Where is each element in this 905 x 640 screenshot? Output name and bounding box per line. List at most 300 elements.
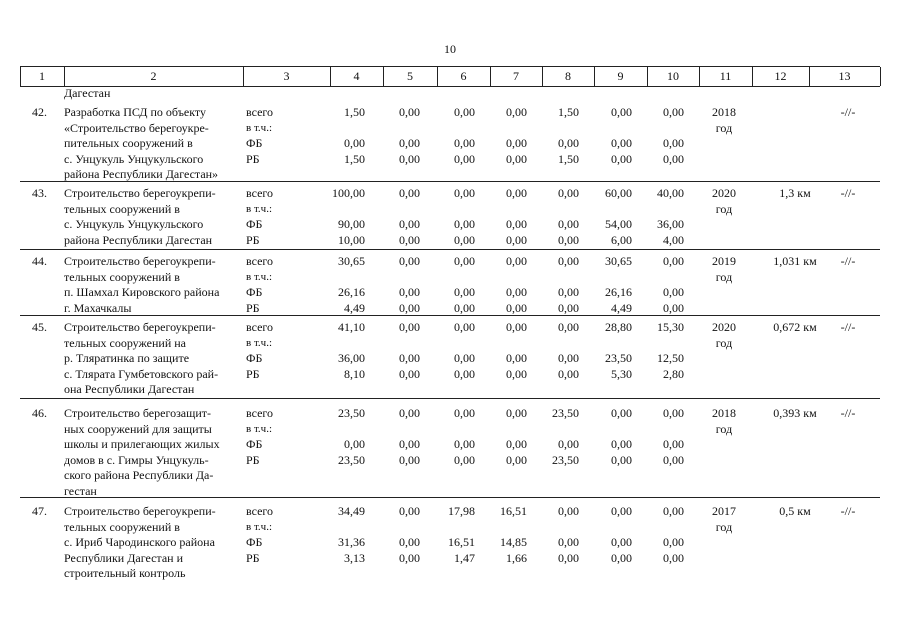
object-name-line: ных сооружений для защиты (64, 421, 212, 436)
funding-source-label: ФБ (246, 351, 263, 365)
amount-column-7 (500, 504, 527, 566)
amount-value: 0,00 (454, 351, 475, 365)
funding-source-label: ФБ (246, 136, 263, 150)
object-name-line: с. Унцукуль Унцукульского (64, 217, 204, 231)
row-separator (20, 249, 880, 250)
funding-source-label: в т.ч.: (246, 422, 273, 435)
amount-column-8 (558, 504, 579, 566)
ditto-mark: -//- (840, 504, 856, 518)
amount-value: 0,00 (344, 437, 365, 451)
amount-value: 0,00 (454, 320, 475, 334)
header-divider (752, 67, 753, 86)
amount-value: 0,00 (454, 232, 475, 247)
commissioning-year (702, 186, 746, 217)
amount-value (332, 202, 365, 218)
amount-value (611, 121, 632, 137)
amount-value: 0,00 (663, 437, 684, 451)
amount-column-8 (558, 105, 579, 167)
amount-value: 0,00 (399, 535, 420, 549)
object-name-line: школы и прилегающих жилых (64, 437, 220, 451)
amount-value: 0,00 (506, 437, 527, 451)
column-header-11: 11 (719, 69, 732, 83)
amount-value (454, 121, 475, 137)
row-number: 47. (32, 504, 47, 518)
header-divider (809, 67, 810, 86)
year-unit: год (715, 421, 733, 436)
amount-value: 0,00 (506, 285, 527, 299)
amount-value: 16,51 (500, 504, 527, 518)
amount-value (558, 202, 579, 218)
amount-value: 0,00 (506, 186, 527, 200)
row-number: 43. (32, 186, 47, 200)
year-unit: год (715, 201, 733, 216)
amount-value: 15,30 (657, 320, 684, 334)
year-unit: год (715, 120, 733, 135)
amount-value: 0,00 (663, 406, 684, 420)
protection-length: 0,672 км (773, 320, 817, 334)
amount-value: 0,00 (454, 186, 475, 200)
amount-value: 1,50 (558, 151, 579, 166)
amount-column-5 (399, 186, 420, 248)
amount-value: 0,00 (663, 504, 684, 518)
amount-value (657, 202, 684, 218)
object-name-line: тельных сооружений в (64, 269, 180, 284)
amount-value (558, 520, 579, 536)
amount-value (454, 336, 475, 352)
amount-value: 23,50 (552, 452, 579, 467)
amount-value: 0,00 (611, 105, 632, 119)
object-name-line: Разработка ПСД по объекту (64, 105, 207, 119)
amount-column-8 (558, 186, 579, 248)
object-name (64, 320, 240, 398)
amount-value: 0,00 (506, 232, 527, 247)
funding-source-label: всего (246, 504, 274, 518)
amount-value (506, 336, 527, 352)
amount-value: 30,65 (338, 254, 365, 268)
amount-value (605, 202, 632, 218)
amount-value: 30,65 (605, 254, 632, 268)
amount-value: 0,00 (558, 136, 579, 150)
amount-column-9 (605, 320, 632, 382)
amount-column-9 (605, 254, 632, 316)
ditto-mark: -//- (840, 254, 856, 268)
amount-value: 5,30 (611, 366, 632, 381)
row-number: 44. (32, 254, 47, 268)
region-continuation: Дагестан (64, 86, 111, 100)
funding-source-label: всего (246, 186, 274, 200)
amount-value: 0,00 (663, 151, 684, 166)
amount-column-5 (399, 105, 420, 167)
page-number: 10 (444, 42, 456, 56)
amount-value: 0,00 (399, 406, 420, 420)
header-divider (20, 67, 21, 86)
amount-value: 0,00 (611, 406, 632, 420)
amount-value: 0,00 (454, 254, 475, 268)
amount-value: 0,00 (399, 351, 420, 365)
amount-value (558, 270, 579, 286)
year-value: 2020 (712, 320, 736, 334)
object-name (64, 186, 240, 248)
header-divider (330, 67, 331, 86)
funding-source-label: всего (246, 320, 274, 334)
object-name (64, 254, 240, 316)
amount-value: 0,00 (663, 254, 684, 268)
amount-value (506, 121, 527, 137)
amount-value: 0,00 (663, 136, 684, 150)
column-header-2: 2 (150, 69, 157, 83)
amount-value (500, 520, 527, 536)
amount-value: 0,00 (399, 366, 420, 381)
amount-value (552, 422, 579, 438)
amount-value: 0,00 (558, 351, 579, 365)
funding-source-label: в т.ч.: (246, 520, 273, 533)
funding-source-labels (246, 406, 306, 468)
amount-value (611, 520, 632, 536)
commissioning-year (702, 406, 746, 437)
amount-column-6 (454, 105, 475, 167)
column-header-7: 7 (513, 69, 519, 83)
amount-column-6 (454, 186, 475, 248)
amount-value: 23,50 (552, 406, 579, 420)
amount-column-4 (338, 406, 365, 468)
funding-source-label: в т.ч.: (246, 336, 273, 349)
object-name-line: Республики Дагестан и (64, 550, 183, 565)
funding-source-label: всего (246, 105, 274, 119)
object-name-line: Строительство берегоукрепи- (64, 186, 216, 200)
amount-value (657, 336, 684, 352)
amount-value: 31,36 (338, 535, 365, 549)
amount-value: 26,16 (338, 285, 365, 299)
amount-value (558, 121, 579, 137)
object-name-line: строительный контроль (64, 566, 186, 580)
year-value: 2017 (712, 504, 736, 518)
amount-column-7 (506, 186, 527, 248)
funding-source-label: всего (246, 254, 274, 268)
header-divider (437, 67, 438, 86)
amount-column-7 (506, 254, 527, 316)
funding-source-label: в т.ч.: (246, 270, 273, 283)
row-number: 46. (32, 406, 47, 420)
amount-value: 4,49 (611, 300, 632, 315)
amount-value: 100,00 (332, 186, 365, 200)
amount-value: 36,00 (338, 351, 365, 365)
object-name-line: п. Шамхал Кировского района (64, 285, 220, 299)
amount-value: 0,00 (611, 151, 632, 166)
amount-value: 41,10 (338, 320, 365, 334)
object-name-line: ского района Республики Да- (64, 468, 214, 482)
amount-value (506, 202, 527, 218)
amount-value: 0,00 (454, 300, 475, 315)
protection-length: 0,393 км (773, 406, 817, 420)
amount-value: 0,00 (506, 105, 527, 119)
ditto-mark: -//- (840, 105, 856, 119)
amount-value (338, 336, 365, 352)
amount-value: 0,00 (506, 151, 527, 166)
column-header-1: 1 (39, 69, 45, 83)
amount-value: 26,16 (605, 285, 632, 299)
amount-value: 0,00 (399, 232, 420, 247)
amount-column-6 (454, 254, 475, 316)
amount-value (399, 422, 420, 438)
column-header-row (20, 66, 880, 87)
amount-column-4 (338, 254, 365, 316)
column-header-12: 12 (774, 69, 787, 83)
funding-source-label: РБ (246, 232, 260, 247)
ditto-mark: -//- (840, 320, 856, 334)
amount-value (454, 270, 475, 286)
amount-value: 0,00 (506, 300, 527, 315)
amount-column-10 (663, 504, 684, 566)
protection-length: 1,3 км (779, 186, 811, 200)
object-name-line: «Строительство берегоукре- (64, 120, 209, 135)
amount-value: 0,00 (506, 452, 527, 467)
amount-value: 0,00 (506, 217, 527, 231)
amount-value: 0,00 (399, 186, 420, 200)
amount-value (506, 270, 527, 286)
amount-value: 0,00 (454, 366, 475, 381)
header-divider (880, 67, 881, 86)
amount-value: 12,50 (657, 351, 684, 365)
amount-value: 3,13 (344, 550, 365, 565)
amount-value: 0,00 (611, 550, 632, 565)
funding-source-label: РБ (246, 550, 260, 565)
amount-value (506, 422, 527, 438)
amount-column-5 (399, 504, 420, 566)
object-name-line: района Республики Дагестан» (64, 167, 219, 181)
object-name-line: Строительство берегоукрепи- (64, 504, 216, 518)
amount-value: 1,50 (344, 105, 365, 119)
amount-value: 0,00 (558, 504, 579, 518)
amount-column-9 (611, 105, 632, 167)
funding-source-label: ФБ (246, 285, 263, 299)
amount-value: 0,00 (558, 366, 579, 381)
amount-value: 0,00 (611, 452, 632, 467)
amount-value (454, 422, 475, 438)
amount-value (663, 121, 684, 137)
amount-column-4 (332, 186, 365, 248)
header-divider (699, 67, 700, 86)
amount-value: 4,49 (344, 300, 365, 315)
amount-value: 8,10 (344, 366, 365, 381)
amount-column-8 (558, 254, 579, 316)
object-name-line: домов в с. Гимры Унцукуль- (64, 452, 209, 467)
row-separator (20, 398, 880, 399)
amount-value (454, 202, 475, 218)
funding-source-label: в т.ч.: (246, 121, 273, 134)
object-name-line: с. Тлярата Гумбетовского рай- (64, 366, 219, 381)
amount-value: 0,00 (663, 285, 684, 299)
amount-value: 0,00 (399, 217, 420, 231)
amount-value: 6,00 (611, 232, 632, 247)
amount-column-7 (506, 320, 527, 382)
object-name (64, 406, 240, 499)
amount-value: 23,50 (605, 351, 632, 365)
amount-value: 60,00 (605, 186, 632, 200)
amount-value: 1,47 (454, 550, 475, 565)
amount-value: 0,00 (399, 550, 420, 565)
amount-value (399, 270, 420, 286)
amount-value: 0,00 (399, 320, 420, 334)
funding-source-label: РБ (246, 366, 260, 381)
amount-value: 0,00 (506, 320, 527, 334)
amount-value: 10,00 (338, 232, 365, 247)
object-name-line: тельных сооружений в (64, 201, 180, 216)
amount-value: 0,00 (506, 136, 527, 150)
year-value: 2020 (712, 186, 736, 200)
amount-value: 90,00 (338, 217, 365, 231)
ditto-mark: -//- (840, 406, 856, 420)
commissioning-year (702, 320, 746, 351)
funding-source-labels (246, 254, 306, 316)
ditto-mark: -//- (840, 186, 856, 200)
header-divider (542, 67, 543, 86)
amount-column-8 (552, 406, 579, 468)
amount-value (338, 520, 365, 536)
amount-value (448, 520, 475, 536)
amount-column-6 (448, 504, 475, 566)
amount-value: 0,00 (558, 320, 579, 334)
amount-value (663, 422, 684, 438)
amount-value: 23,50 (338, 406, 365, 420)
year-unit: год (715, 519, 733, 534)
amount-column-6 (454, 320, 475, 382)
amount-value: 0,00 (558, 285, 579, 299)
amount-value (399, 121, 420, 137)
amount-value: 0,00 (399, 136, 420, 150)
amount-value: 34,49 (338, 504, 365, 518)
column-header-3: 3 (283, 69, 290, 83)
funding-source-labels (246, 186, 306, 248)
year-value: 2019 (712, 254, 736, 268)
funding-source-label: ФБ (246, 437, 263, 451)
amount-value: 4,00 (663, 232, 684, 247)
amount-column-7 (506, 105, 527, 167)
amount-value: 0,00 (663, 105, 684, 119)
year-value: 2018 (712, 406, 736, 420)
amount-value: 0,00 (454, 217, 475, 231)
header-divider (383, 67, 384, 86)
amount-value: 0,00 (399, 285, 420, 299)
funding-source-label: РБ (246, 151, 260, 166)
amount-value: 0,00 (506, 366, 527, 381)
amount-value: 0,00 (454, 406, 475, 420)
amount-value: 0,00 (558, 232, 579, 247)
amount-value: 0,00 (558, 254, 579, 268)
header-divider (594, 67, 595, 86)
object-name-line: с. Унцукуль Унцукульского (64, 151, 204, 166)
amount-column-10 (663, 105, 684, 167)
amount-value: 0,00 (454, 151, 475, 166)
funding-source-labels (246, 320, 306, 382)
year-value: 2018 (712, 105, 736, 119)
amount-value (663, 270, 684, 286)
object-name-line: района Республики Дагестан (64, 232, 213, 247)
amount-value: 0,00 (399, 437, 420, 451)
amount-value: 40,00 (657, 186, 684, 200)
amount-value (611, 422, 632, 438)
header-divider (490, 67, 491, 86)
protection-length: 0,5 км (779, 504, 811, 518)
amount-value: 0,00 (663, 300, 684, 315)
object-name-line: гестан (64, 483, 97, 498)
amount-value: 0,00 (663, 535, 684, 549)
amount-value (558, 336, 579, 352)
amount-value: 0,00 (399, 452, 420, 467)
amount-column-8 (558, 320, 579, 382)
amount-value: 0,00 (454, 105, 475, 119)
funding-source-label: ФБ (246, 535, 263, 549)
amount-value (399, 202, 420, 218)
amount-value: 1,66 (506, 550, 527, 565)
object-name-line: Строительство берегозащит- (64, 406, 212, 420)
amount-column-9 (611, 406, 632, 468)
amount-value: 0,00 (506, 254, 527, 268)
amount-column-10 (657, 186, 684, 248)
amount-value: 0,00 (663, 452, 684, 467)
header-divider (64, 67, 65, 86)
amount-value: 0,00 (399, 300, 420, 315)
amount-value: 0,00 (399, 151, 420, 166)
amount-value: 14,85 (500, 535, 527, 549)
amount-value (605, 270, 632, 286)
amount-value: 0,00 (611, 136, 632, 150)
amount-value: 0,00 (558, 186, 579, 200)
funding-source-label: РБ (246, 300, 260, 315)
amount-value: 17,98 (448, 504, 475, 518)
amount-column-5 (399, 406, 420, 468)
amount-value: 1,50 (344, 151, 365, 166)
object-name (64, 504, 240, 582)
amount-value: 0,00 (611, 437, 632, 451)
object-name-line: тельных сооружений в (64, 519, 180, 534)
amount-value (605, 336, 632, 352)
column-header-13: 13 (838, 69, 851, 83)
object-name (64, 105, 240, 183)
amount-value: 16,51 (448, 535, 475, 549)
object-name-line: пительных сооружений в (64, 136, 193, 150)
funding-source-label: всего (246, 406, 274, 420)
amount-value: 2,80 (663, 366, 684, 381)
column-header-6: 6 (460, 69, 467, 83)
amount-value: 0,00 (399, 105, 420, 119)
amount-column-9 (605, 186, 632, 248)
funding-source-label: в т.ч.: (246, 202, 273, 215)
column-header-4: 4 (353, 69, 360, 83)
amount-value (399, 520, 420, 536)
amount-value: 0,00 (344, 136, 365, 150)
amount-value: 0,00 (454, 452, 475, 467)
amount-column-10 (663, 254, 684, 316)
amount-value (338, 270, 365, 286)
funding-source-label: ФБ (246, 217, 263, 231)
amount-value: 0,00 (611, 535, 632, 549)
amount-value: 0,00 (558, 437, 579, 451)
column-header-10: 10 (667, 69, 679, 83)
amount-value: 36,00 (657, 217, 684, 231)
amount-value: 0,00 (611, 504, 632, 518)
amount-value: 0,00 (399, 254, 420, 268)
amount-value: 0,00 (506, 351, 527, 365)
column-header-8: 8 (565, 69, 571, 83)
amount-value (338, 422, 365, 438)
amount-value: 0,00 (558, 550, 579, 565)
amount-column-9 (611, 504, 632, 566)
amount-column-10 (663, 406, 684, 468)
amount-value: 0,00 (454, 437, 475, 451)
amount-value: 0,00 (454, 136, 475, 150)
amount-value (344, 121, 365, 137)
amount-column-10 (657, 320, 684, 382)
